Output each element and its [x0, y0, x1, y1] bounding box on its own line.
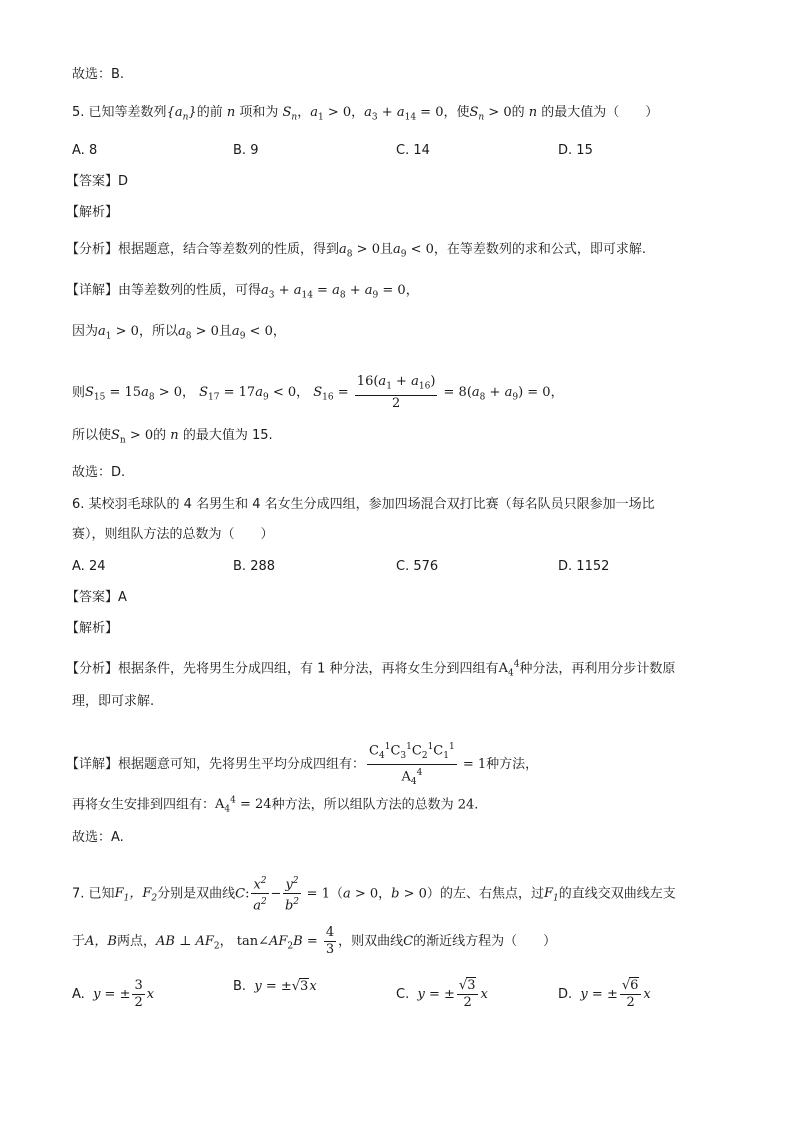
q5-choose: 故选：D.: [72, 465, 126, 480]
detail-text: ，所以: [138, 324, 178, 339]
option-value: 15: [576, 143, 593, 158]
q7-stem-text: ，则双曲线: [338, 934, 404, 949]
q7-math-cond: = 1（a > 0，b > 0）: [302, 886, 440, 902]
q5-answer: [66, 173, 128, 191]
q5-math-seq: $\{a_n\}$: [166, 105, 197, 123]
option-label: C.: [396, 559, 410, 574]
option-value: 9: [250, 143, 259, 158]
q7-stem-text: 已知: [88, 886, 115, 902]
q7-stem-text: 于: [72, 934, 86, 949]
option-label: A.: [72, 143, 85, 158]
option-value: 1152: [576, 559, 610, 574]
detail-text: 因为: [72, 324, 99, 339]
q5-option-a: [72, 142, 97, 160]
q7-option-b: [233, 978, 317, 996]
option-label: B.: [233, 559, 247, 574]
option-math: y = ±: [580, 987, 618, 1002]
q5-number: 5.: [72, 105, 85, 120]
option-label: D.: [558, 987, 573, 1002]
q7-stem-text: 的左、右焦点，过: [439, 886, 544, 902]
q6-detail-line2: 再将女生安排到四组有：$A_4^4 = 24$种方法，所以组队方法的总数为 24.: [72, 796, 479, 815]
q6-answer: [66, 589, 127, 607]
q5-math-gt0: > 0: [484, 105, 512, 120]
answer-tag: 【答案】: [66, 590, 119, 605]
q5-option-b: [233, 142, 258, 160]
option-value: 14: [413, 143, 430, 158]
q6-option-a: [72, 558, 105, 576]
option-math: y = ±: [93, 987, 131, 1002]
q5-stem-text: 项和为: [239, 105, 279, 120]
detail-text: 种方法，: [486, 756, 539, 772]
option-label: D.: [558, 143, 573, 158]
option-label: A.: [72, 987, 85, 1002]
answer-tag: 【答案】: [66, 174, 119, 189]
q5-stem: [72, 104, 658, 127]
option-label: B.: [233, 979, 247, 994]
q6-stem-line2: 赛），则组队方法的总数为（ ）: [72, 527, 274, 542]
fenxi-text: ，在等差数列的求和公式，即可求解.: [433, 242, 647, 257]
option-frac: $\frac{3}{2}$: [134, 978, 143, 1010]
q6-detail: [66, 739, 538, 790]
detail-text: 再将女生安排到四组有：: [72, 797, 216, 813]
q6-option-b: [233, 558, 275, 576]
q5-math-sn2: $S_n > 0$: [111, 428, 154, 446]
option-x: x: [643, 987, 651, 1002]
q6-stem-text: 某校羽毛球队的 4 名男生和 4 名女生分成四组，参加四场混合双打比赛（每名队员只限参加一场比: [88, 497, 655, 512]
q7-math-minus: −: [270, 886, 282, 902]
q7-stem-text: 的渐近线方程为（ ）: [413, 934, 557, 949]
q5-math-a9: $a_9 < 0$: [392, 242, 434, 260]
q5-stem-text: 已知等差数列: [88, 105, 167, 120]
answer-value: A: [118, 590, 127, 605]
q7-stem-text: 两点，: [116, 934, 156, 949]
detail-text: 由等差数列的性质，可得: [118, 283, 262, 298]
q5-math-s16: = $8(a_8 + a_9) = 0$，: [439, 385, 564, 403]
q5-detail-line4: 所以使$S_n > 0$的 n 的最大值为 15.: [72, 428, 273, 446]
q5-math-a8: $a_8 > 0$: [339, 242, 380, 260]
q6-number: 6.: [72, 497, 85, 512]
q7-math-c: C: [235, 886, 246, 902]
fenxi-text: 且: [379, 242, 393, 257]
option-label: A.: [72, 559, 85, 574]
q7-option-a: [72, 978, 154, 1011]
option-value: 288: [250, 559, 276, 574]
option-frac: $\frac{√6}{2}$: [620, 978, 642, 1011]
detail-tag: 【详解】: [66, 756, 119, 772]
q5-math-sum: $a_3 + a_{14} = a_8 + a_9 = 0$，: [261, 283, 419, 301]
option-value: 8: [88, 143, 98, 158]
detail-text: 所以使: [72, 428, 112, 443]
q6-option-c: [396, 558, 438, 576]
option-math: y = ±: [417, 987, 455, 1002]
option-value: 24: [88, 559, 106, 574]
fenxi-tag: 【分析】: [66, 661, 119, 677]
q5-option-c: [396, 142, 430, 160]
q5-fenxi: [66, 241, 646, 264]
q5-math-frac: $\frac{16(a_1 + a_{16})}{2}$: [356, 374, 436, 411]
q7-stem-line1: [72, 873, 676, 915]
detail-text: 根据题意可知，先将男生平均分成四组有：: [118, 756, 366, 772]
detail-text: 的: [153, 428, 167, 443]
q6-choose: 故选：A.: [72, 830, 124, 845]
q5-math-n2: n: [524, 105, 542, 120]
q6-math-a44: $A_4^4$: [498, 660, 520, 679]
q6-option-d: [558, 558, 609, 576]
q6-math-frac: $\frac{C_4^1C_3^1C_2^1C_1^1}{A_4^4}$: [367, 739, 457, 790]
fenxi-text: 根据题意，结合等差数列的性质，得到: [118, 242, 340, 257]
detail-value: 24: [457, 797, 475, 813]
option-label: C.: [396, 143, 410, 158]
q6-math-a44b: $A_4^4 = 24$: [215, 796, 272, 815]
q7-math-ab: A，B: [85, 934, 117, 949]
q7-math-f1b: $F_1$: [543, 886, 559, 904]
q7-math-x2a2: $\frac{x^2}{a^2}$: [251, 873, 268, 915]
q5-detail-line2: [72, 323, 286, 346]
option-label: C.: [396, 987, 410, 1002]
q7-math-c2: C: [403, 934, 414, 949]
q5-math-n3: n: [166, 428, 183, 443]
detail-text: 且: [218, 324, 232, 339]
detail-value: 15: [251, 428, 269, 443]
q6-fenxi-line2: 理，即可求解.: [72, 694, 155, 709]
q5-math-cond: ，$a_1 > 0$，$a_3 + a_{14} = 0$: [297, 105, 444, 123]
q7-math-43: $\frac{4}{3}$: [325, 925, 335, 957]
q5-math-a8b: $a_8 > 0$: [177, 324, 219, 342]
q7-math-colon: :: [245, 886, 250, 902]
option-math: y = ±√3x: [254, 979, 317, 994]
q6-stem-line1: [72, 496, 655, 514]
q5-stem-text: 的: [511, 105, 525, 120]
q7-option-c: [396, 978, 488, 1011]
option-value: 576: [413, 559, 439, 574]
q7-math-f1f2: $F_1$，$F_2$: [114, 886, 158, 904]
fenxi-text: 种分法，再利用分步计数原: [519, 661, 676, 677]
detail-text: 种方法，所以组队方法的总数为: [271, 797, 454, 813]
q7-number: 7.: [72, 886, 85, 902]
q5-stem-text: ，使: [443, 105, 470, 120]
q5-math-s15: $S_{15} = 15a_8 > 0$， $S_{17} = 17a_9 < 0$， $S_{16}$ =: [85, 385, 353, 403]
q7-stem-line2: [72, 925, 556, 958]
option-frac: $\frac{√3}{2}$: [457, 978, 479, 1011]
q5-option-d: [558, 142, 593, 160]
q7-math-perp: AB ⊥ $AF_2$， $\tan\angle AF_2B$ =: [155, 934, 322, 952]
q7-stem-text: 分别是双曲线: [157, 886, 236, 902]
q5-detail: [66, 282, 419, 305]
q5-detail-line3: [72, 374, 564, 412]
fenxi-text: 根据条件，先将男生分成四组，有 1 种分法，再将女生分到四组有: [118, 661, 499, 677]
option-x: x: [146, 987, 155, 1002]
q5-math-a1: $a_1 > 0$: [98, 324, 139, 342]
q6-fenxi-line1: [66, 656, 675, 683]
detail-text: 则: [72, 385, 86, 401]
option-label: D.: [558, 559, 573, 574]
q6-analysis-tag: 【解析】: [66, 621, 119, 636]
prev-answer-line: 故选：B.: [72, 67, 125, 82]
option-x: x: [480, 987, 488, 1002]
q7-option-d: [558, 978, 651, 1011]
q5-stem-text: 的前: [196, 105, 223, 120]
q5-math-n: n: [222, 105, 240, 120]
q5-math-sn: $S_n$: [278, 105, 298, 123]
q5-stem-text: 的最大值为（ ）: [541, 105, 659, 120]
answer-value: D: [118, 174, 129, 189]
q7-stem-text: 的直线交双曲线左支: [558, 886, 676, 902]
detail-tag: 【详解】: [66, 283, 119, 298]
q7-math-y2b2: $\frac{y^2}{b^2}$: [283, 873, 300, 915]
option-label: B.: [233, 143, 247, 158]
q5-math-sn-gt0: $S_n$: [469, 105, 485, 123]
q5-math-a9b: $a_9 < 0$，: [231, 324, 286, 342]
fenxi-tag: 【分析】: [66, 242, 119, 257]
q5-analysis-tag: 【解析】: [66, 205, 119, 220]
q6-math-eq1: = 1: [458, 756, 487, 772]
detail-text: 的最大值为: [182, 428, 248, 443]
